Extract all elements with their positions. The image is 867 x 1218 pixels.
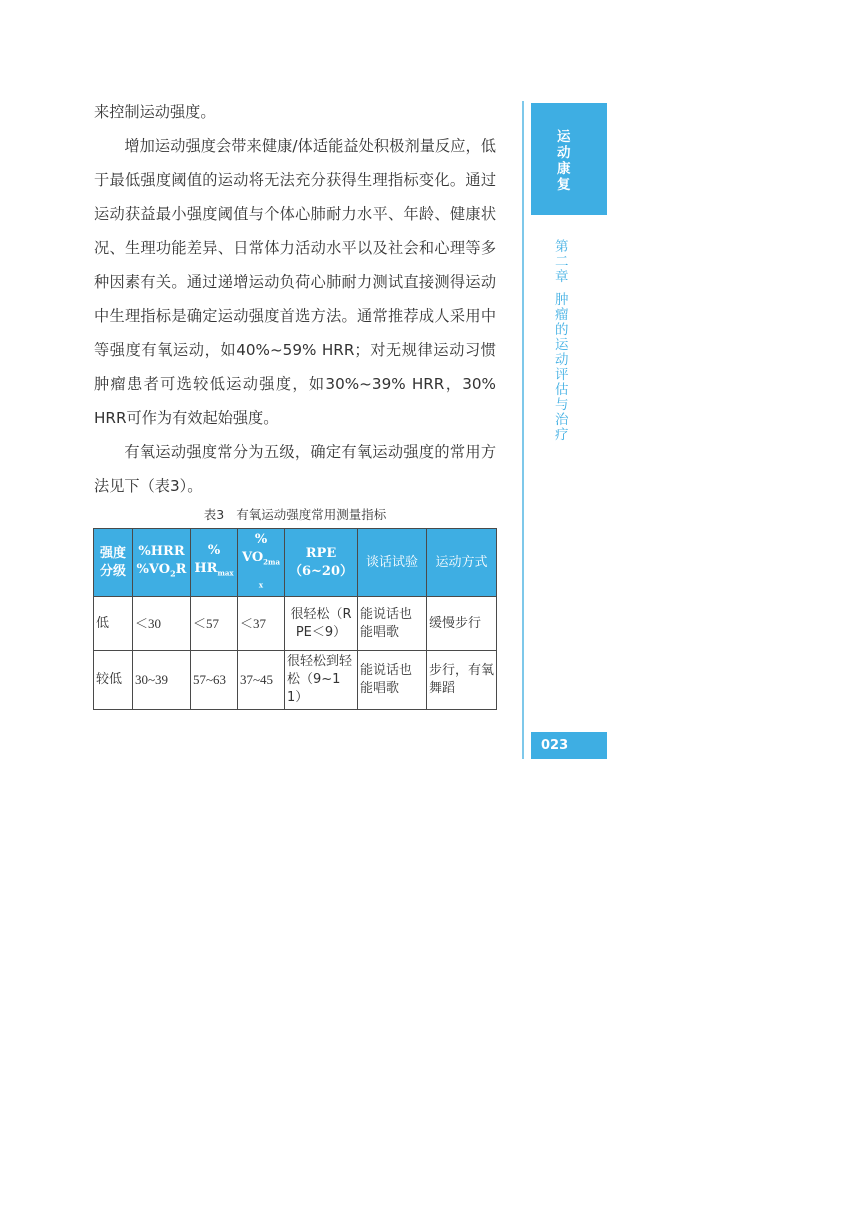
aerobic-intensity-table <box>93 528 497 710</box>
page-number: 023 <box>541 738 569 753</box>
cell-level: 低 <box>94 597 133 651</box>
table-header-row <box>94 529 497 597</box>
cell-vo2max: ＜37 <box>238 597 285 651</box>
header-hrmax: % $HR_{max}$ <box>191 529 238 597</box>
cell-rpe: 很轻松（RPE＜9） <box>285 597 358 651</box>
section-tab <box>531 103 607 215</box>
header-level: 强度 分级 <box>94 529 133 597</box>
cell-hrr: ＜30 <box>133 597 191 651</box>
section-tab-label: 运动康复 <box>557 129 571 193</box>
header-hrr: %HRR $\%VO_2R$ <box>133 529 191 597</box>
cell-vo2max: 37~45 <box>238 651 285 710</box>
header-talk-test: 谈话试验 <box>358 529 427 597</box>
header-exercise-mode: 运动方式 <box>427 529 497 597</box>
chapter-title: 肿瘤的运动评估与治疗 <box>555 292 569 443</box>
cell-talk-test: 能说话也能唱歌 <box>358 597 427 651</box>
cell-hrr: 30~39 <box>133 651 191 710</box>
paragraph-3: 有氧运动强度常分为五级，确定有氧运动强度的常用方法见下（表3）。 <box>94 443 496 495</box>
body-text <box>94 95 496 503</box>
cell-exercise-mode: 步行，有氧舞蹈 <box>427 651 497 710</box>
paragraph-2: 增加运动强度会带来健康/体适能益处积极剂量反应，低于最低强度阈值的运动将无法充分获得生理指标变化。通过运动获益最小强度阈值与个体心肺耐力水平、年龄、健康状况、生理功能差异、日常体力活动水平以及社会和心理等多种因素有关。通过递增运动负荷心肺耐力测试直接测得运动中生理指标是确定运动强度首选方法。通常推荐成人采用中等强度有氧运动，如40%~59% HRR；对无规律运动习惯肿瘤患者可选较低运动强度，如30%~39% HRR，30% HRR可作为有效起始强度。 <box>94 137 496 427</box>
cell-hrmax: ＜57 <box>191 597 238 651</box>
header-vo2max: % $VO_{2max}$ <box>238 529 285 597</box>
cell-rpe: 很轻松到轻松（9~11） <box>285 651 358 710</box>
table-caption-text: 有氧运动强度常用测量指标 <box>236 507 387 522</box>
margin-divider-line <box>522 101 524 759</box>
table-caption <box>94 505 496 523</box>
chapter-running-head <box>555 240 571 443</box>
table-row <box>94 651 497 710</box>
header-rpe: RPE （6~20） <box>285 529 358 597</box>
cell-level: 较低 <box>94 651 133 710</box>
page-number-box <box>531 732 607 759</box>
table-row <box>94 597 497 651</box>
chapter-prefix: 第二章 <box>555 239 569 285</box>
cell-talk-test: 能说话也能唱歌 <box>358 651 427 710</box>
cell-exercise-mode: 缓慢步行 <box>427 597 497 651</box>
cell-hrmax: 57~63 <box>191 651 238 710</box>
paragraph-1: 来控制运动强度。 <box>94 103 216 121</box>
table-caption-number: 表3 <box>203 507 225 522</box>
